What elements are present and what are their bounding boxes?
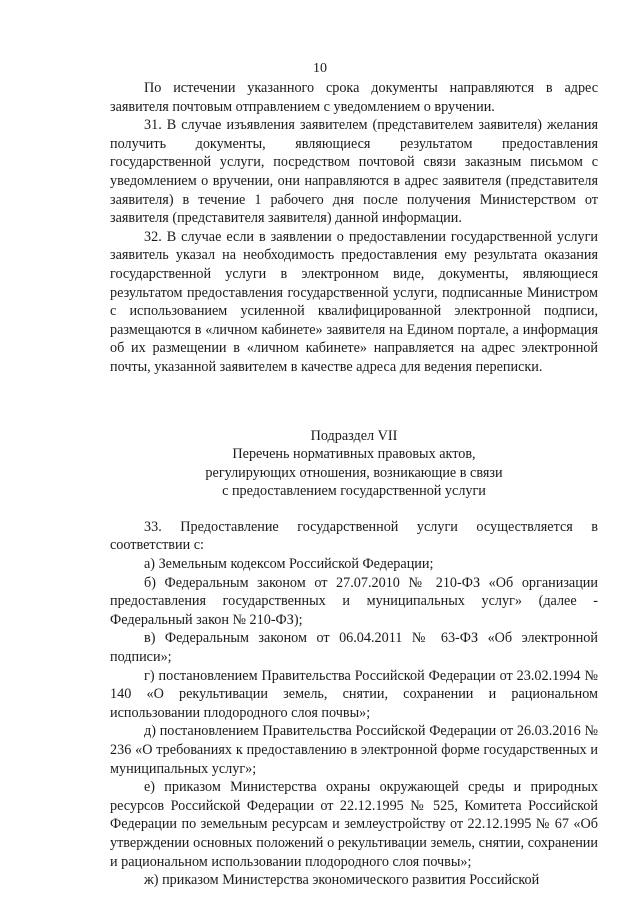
list-item-v: в) Федеральным законом от 06.04.2011 № 63-ФЗ «Об электронной подписи»; [110,630,598,666]
subsection-line-2: регулирующих отношения, возникающие в связи [205,464,503,481]
list-item-d: д) постановлением Правительства Российской Федерации от 26.03.2016 № 236 «О требованиях к предоставлению в электронной форме государственных и муниципальных услуг»; [110,723,598,777]
paragraph-33: 33. Предоставление государственной услуги осуществляется в соответствии с: [110,518,598,554]
subsection-line-1: Перечень нормативных правовых актов, [232,446,476,463]
subsection-heading [110,427,598,501]
list-item-g: г) постановлением Правительства Российской Федерации от 23.02.1994 № 140 «О рекультивации земель, снятии, сохранении и рациональном использовании плодородного слоя почвы»; [110,667,598,721]
list-item-a: а) Земельным кодексом Российской Федерации; [144,556,434,573]
page-number: 10 [313,61,327,76]
subsection-title: Подраздел VII [310,427,398,444]
subsection-line-3: с предоставлением государственной услуги [222,483,486,500]
paragraph-32: 32. В случае если в заявлении о предоставлении государственной услуги заявитель указал на необходимость предоставления ему результата оказания государственной услуги в электронном виде, документы, являющиеся результатом предоставления государственной услуги, подписанные Министром с использованием усиленной квалифицированной электронной подписи, размещаются в «личном кабинете» заявителя на Едином портале, а информация об их размещении в «личном кабинете» направляется на адрес электронной почты, указанной заявителем в качестве адреса для ведения переписки. [110,228,598,375]
paragraph-delivery-intro: По истечении указанного срока документы направляются в адрес заявителя почтовым отправлением с уведомлением о вручении. [110,80,598,115]
list-item-e: е) приказом Министерства охраны окружающей среды и природных ресурсов Российской Федерации от 22.12.1995 № 525, Комитета Российской Федерации по земельным ресурсам и землеустройству от 22.12.1995 № 67 «Об утверждении основных положений о рекультивации земель, снятии, сохранении и рациональном использовании плодородного слоя почвы»; [110,779,598,870]
list-item-b: б) Федеральным законом от 27.07.2010 № 210-ФЗ «Об организации предоставления государственных и муниципальных услуг» (далее - Федеральный закон № 210-ФЗ); [110,574,598,628]
document-body [110,79,598,890]
paragraph-31: 31. В случае изъявления заявителем (представителем заявителя) желания получить документы, являющиеся результатом предоставления государственной услуги, посредством почтовой связи заказным письмом с уведомлением о вручении, они направляются в адрес заявителя (представителя заявителя) в течение 1 рабочего дня после получения Министерством от заявителя (представителя заявителя) данной информации. [110,117,598,227]
list-item-zh: ж) приказом Министерства экономического развития Российской [144,872,540,889]
